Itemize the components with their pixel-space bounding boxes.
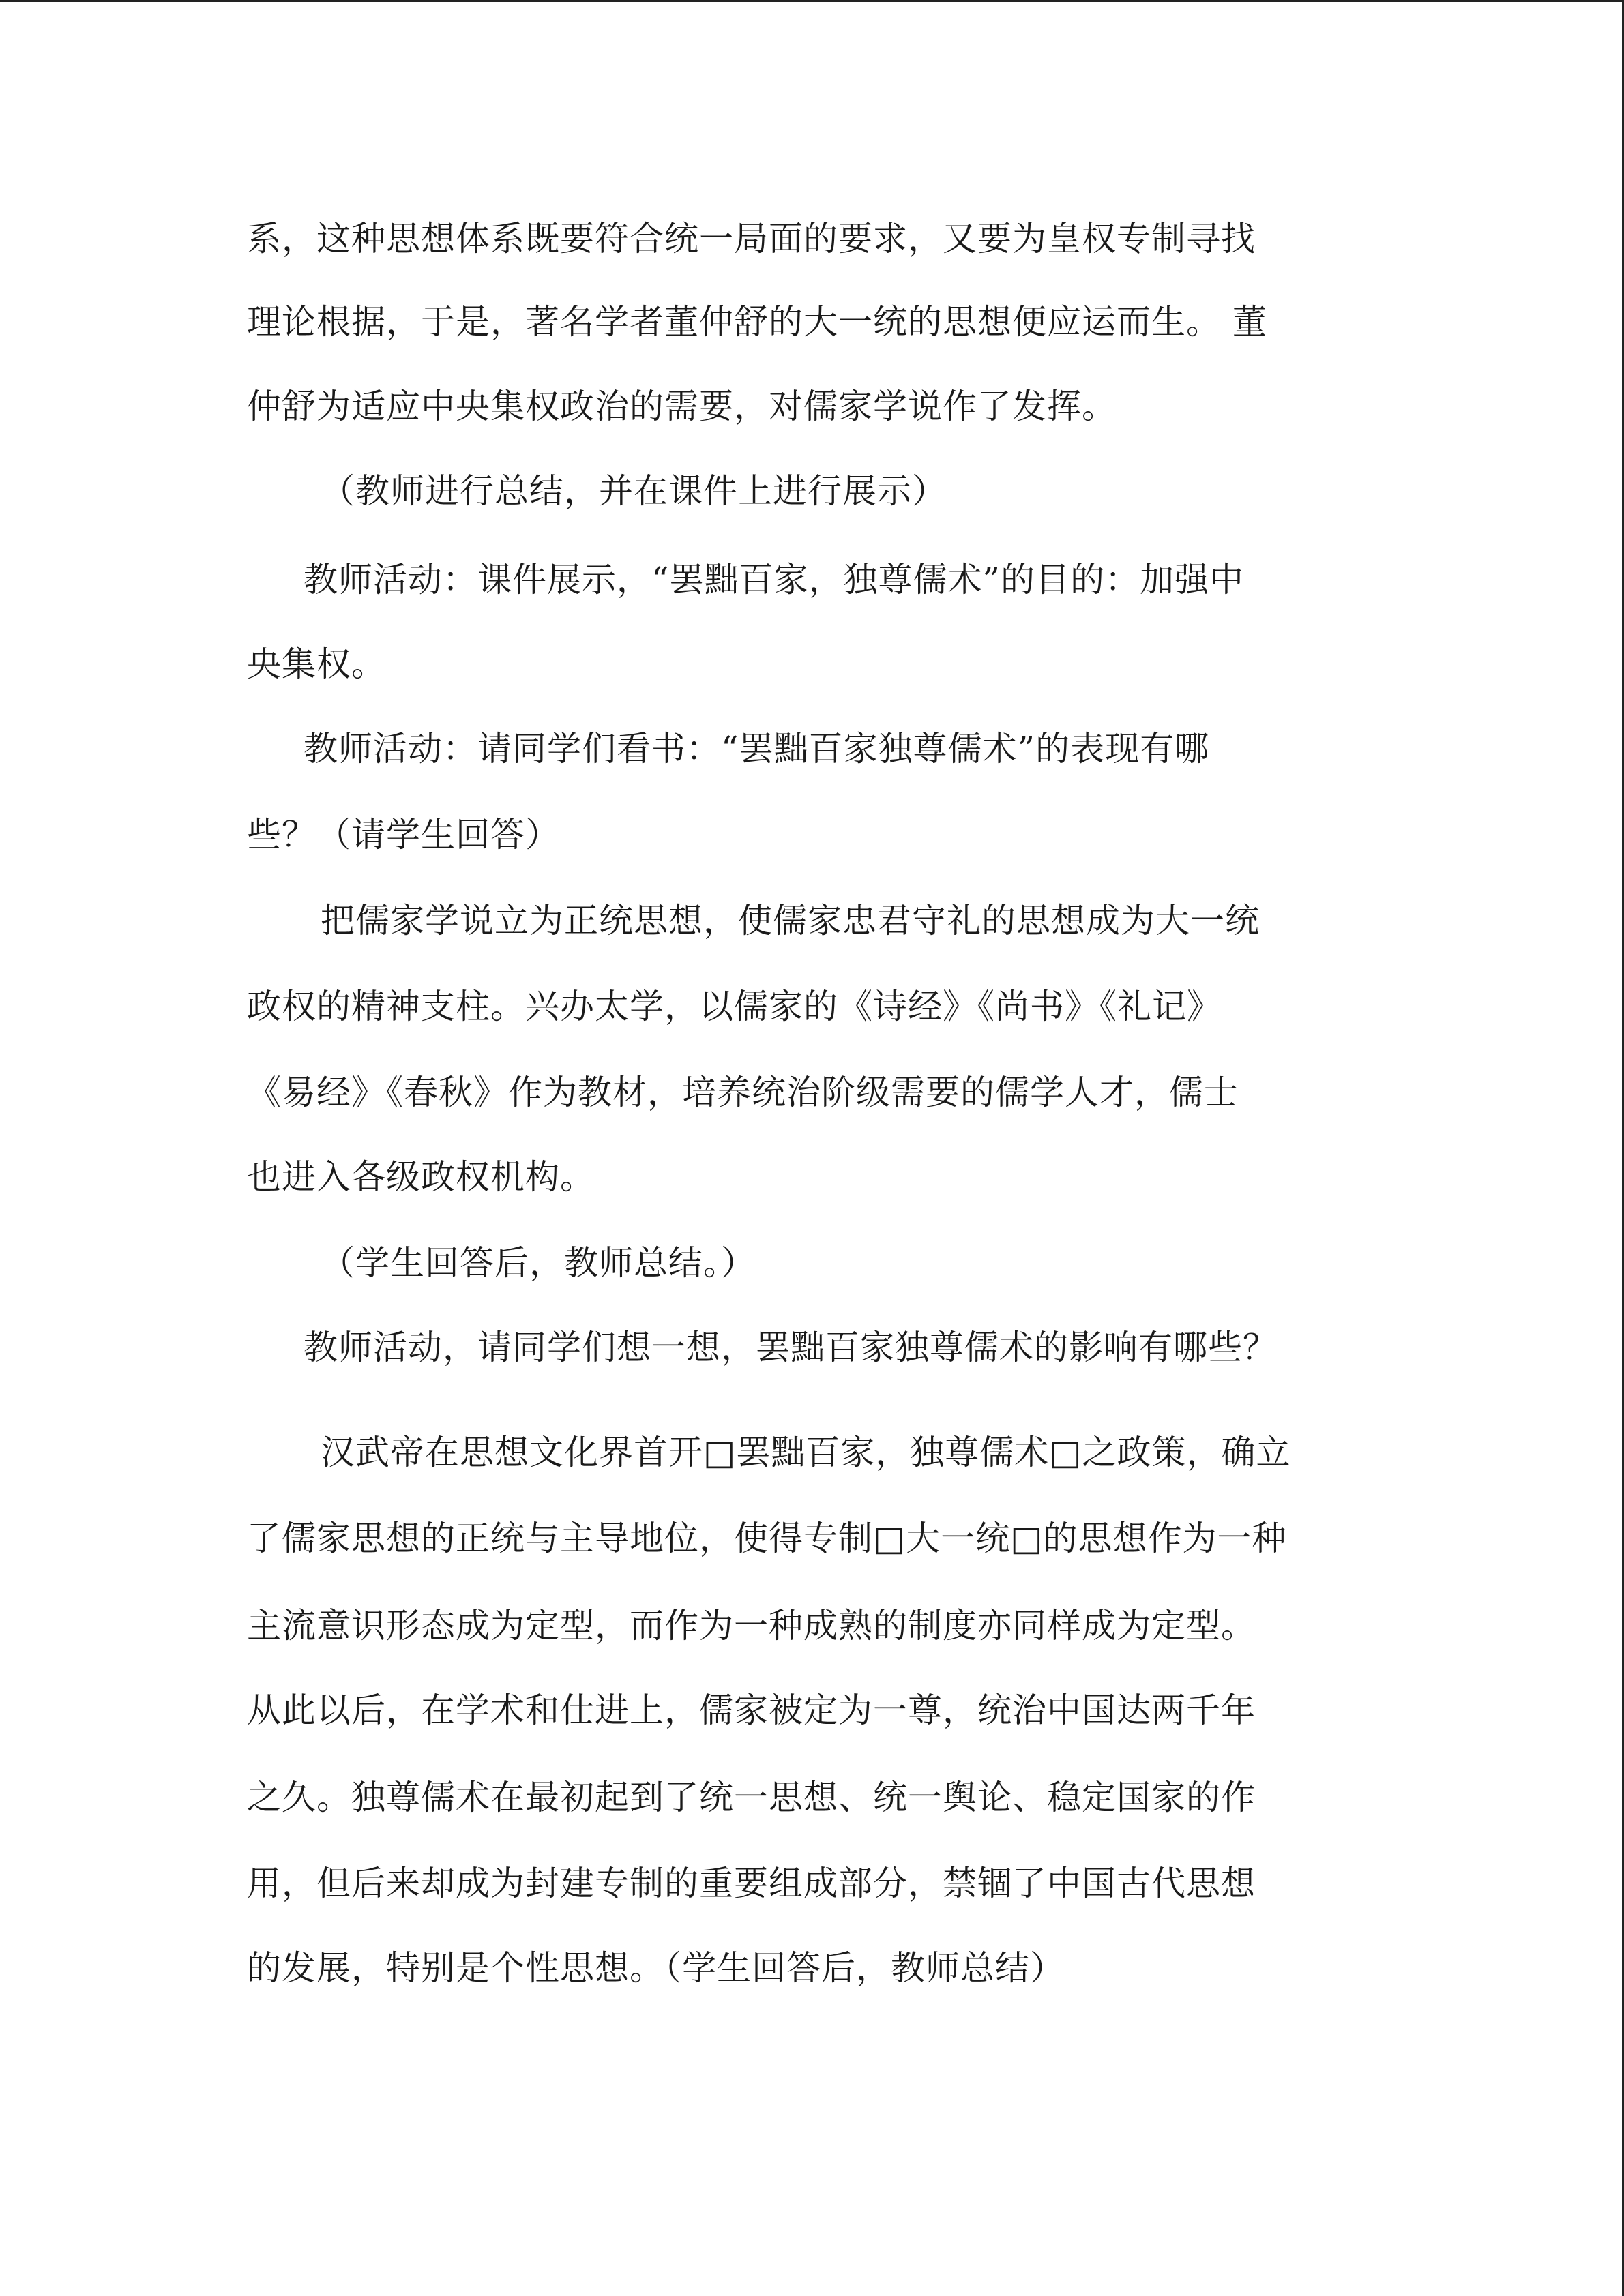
- text-line-15: 汉武帝在思想文化界首开□罢黜百家，独尊儒术□之政策，确立: [321, 1433, 1291, 1472]
- text-line-12: 也进入各级政权机构。: [247, 1157, 595, 1197]
- text-line-18: 从此以后，在学术和仕进上，儒家被定为一尊，统治中国达两千年: [247, 1690, 1256, 1730]
- text-line-2: 理论根据，于是，著名学者董仲舒的大一统的思想便应运而生。 董: [247, 302, 1267, 342]
- text-line-21: 的发展，特别是个性思想。（学生回答后，教师总结）: [247, 1948, 1065, 1988]
- text-line-10: 政权的精神支柱。兴办太学，以儒家的《诗经》《尚书》《礼记》: [247, 987, 1222, 1026]
- text-line-8: 些？（请学生回答）: [247, 815, 560, 854]
- text-line-5: 教师活动：课件展示，“罢黜百家，独尊儒术”的目的：加强中: [304, 560, 1245, 599]
- text-line-14: 教师活动，请同学们想一想，罢黜百家独尊儒术的影响有哪些？: [304, 1328, 1278, 1367]
- text-line-6: 央集权。: [247, 644, 386, 684]
- text-line-3: 仲舒为适应中央集权政治的需要，对儒家学说作了发挥。: [247, 387, 1117, 426]
- text-line-9: 把儒家学说立为正统思想，使儒家忠君守礼的思想成为大一统: [321, 901, 1260, 940]
- text-line-11: 《易经》《春秋》作为教材，培养统治阶级需要的儒学人才，儒士: [247, 1073, 1239, 1112]
- text-line-19: 之久。独尊儒术在最初起到了统一思想、统一舆论、稳定国家的作: [247, 1778, 1256, 1817]
- text-line-13: （学生回答后，教师总结。）: [321, 1243, 756, 1283]
- text-line-7: 教师活动：请同学们看书：“罢黜百家独尊儒术”的表现有哪: [304, 729, 1210, 769]
- page-top-border: [0, 0, 1624, 2]
- text-line-4: （教师进行总结，并在课件上进行展示）: [321, 471, 947, 511]
- text-line-20: 用，但后来却成为封建专制的重要组成部分，禁锢了中国古代思想: [247, 1864, 1256, 1903]
- text-line-1: 系，这种思想体系既要符合统一局面的要求，又要为皇权专制寻找: [247, 219, 1256, 258]
- text-line-17: 主流意识形态成为定型，而作为一种成熟的制度亦同样成为定型。: [247, 1606, 1256, 1645]
- text-line-16: 了儒家思想的正统与主导地位，使得专制□大一统□的思想作为一种: [247, 1519, 1287, 1558]
